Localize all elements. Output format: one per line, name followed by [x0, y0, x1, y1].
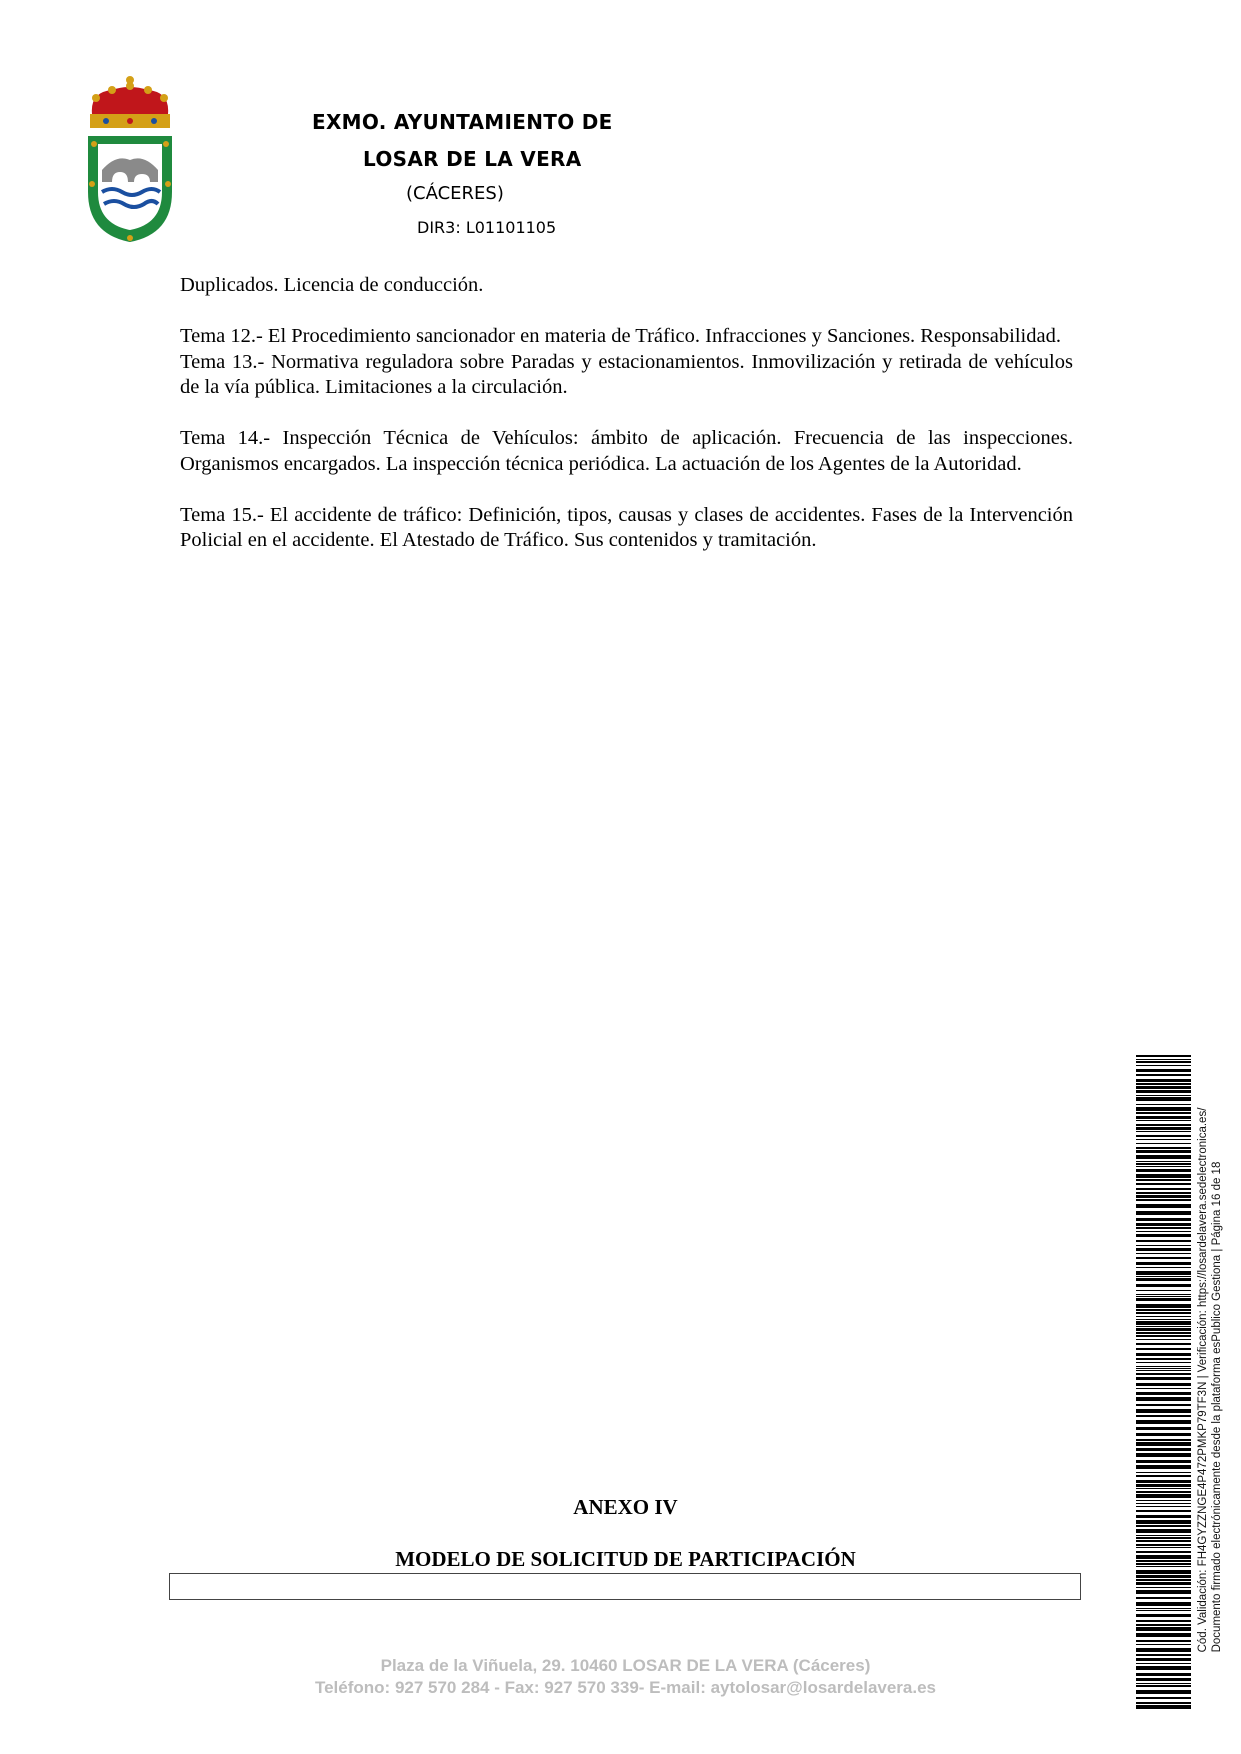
barcode-icon [1136, 1055, 1191, 1709]
annex-subtitle: MODELO DE SOLICITUD DE PARTICIPACIÓN [395, 1547, 856, 1571]
page-footer [0, 1655, 1241, 1699]
footer-address: Plaza de la Viñuela, 29. 10460 LOSAR DE LA VERA (Cáceres) [380, 1656, 871, 1675]
paragraph-duplicados: Duplicados. Licencia de conducción. [180, 274, 484, 296]
document-body [180, 273, 1073, 554]
paragraph-tema-15: Tema 15.- El accidente de tráfico: Definición, tipos, causas y clases de accidentes. Fases de la Intervención Policial en el accidente. El Atestado de Tráfico. Sus contenidos y tramitación. [180, 503, 1073, 551]
coat-of-arms-icon [82, 74, 178, 246]
validation-code-line: Cód. Validación: FH4GYZZNGE4P472PMKP79TF3N | Verificación: https://losardelavera.sedelectronica.es/ [1197, 1107, 1209, 1653]
paragraph-tema-14: Tema 14.- Inspección Técnica de Vehículos: ámbito de aplicación. Frecuencia de las inspecciones. Organismos encargados. La inspección técnica periódica. La actuación de los Agentes de la Autoridad. [180, 427, 1073, 475]
header-dir3-code: DIR3: L01101105 [417, 218, 557, 237]
form-box [169, 1573, 1081, 1600]
header-title-line1: EXMO. AYUNTAMIENTO DE [312, 110, 613, 134]
header-province: (CÁCERES) [406, 183, 504, 204]
paragraph-tema-13: Tema 13.- Normativa reguladora sobre Paradas y estacionamientos. Inmovilización y retirada de vehículos de la vía pública. Limitaciones a la circulación. [180, 350, 1073, 398]
header-title-line2: LOSAR DE LA VERA [363, 147, 582, 171]
annex-title: ANEXO IV [573, 1495, 678, 1519]
paragraph-tema-12: Tema 12.- El Procedimiento sancionador en materia de Tráfico. Infracciones y Sanciones. Responsabilidad. [180, 325, 1061, 347]
footer-contact: Teléfono: 927 570 284 - Fax: 927 570 339- E-mail: aytolosar@losardelavera.es [314, 1678, 937, 1697]
validation-signature-line: Documento firmado electrónicamente desde la plataforma esPublico Gestiona | Página 16 de 18 [1211, 1161, 1223, 1653]
